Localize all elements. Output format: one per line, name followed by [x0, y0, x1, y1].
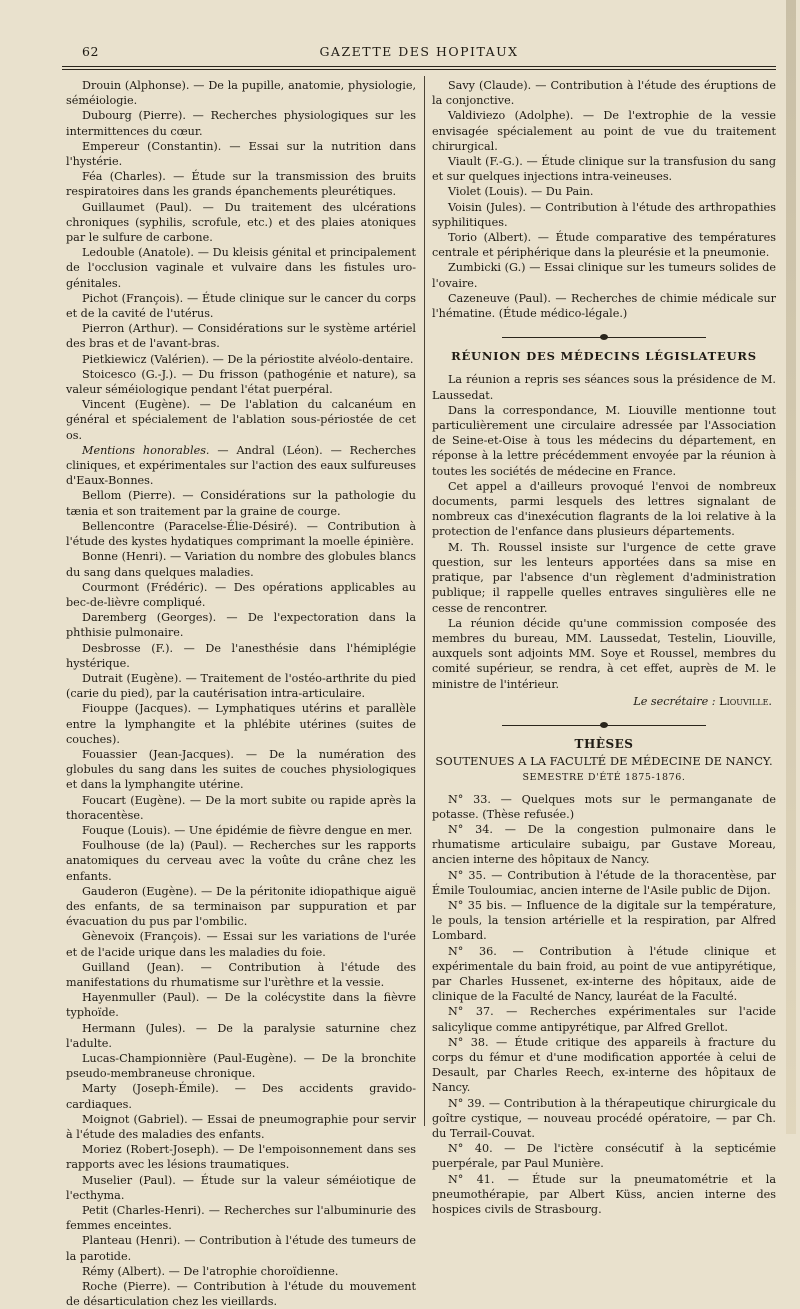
reunion-signature [432, 694, 776, 709]
column-divider [424, 76, 425, 1126]
section-separator [432, 721, 776, 729]
theses-subtitle: SOUTENUES A LA FACULTÉ DE MÉDECINE DE NANCY. [435, 754, 773, 769]
thesis-entry: Empereur (Constantin). — Essai sur la nutrition dans l'hystérie. [66, 139, 416, 169]
thesis-entry: Guilland (Jean). — Contribution à l'étude des manifestations du rhumatisme sur l'urèthre et la vessie. [66, 960, 416, 989]
mentions-label: Mentions honorables. [82, 443, 210, 457]
thesis-entry: Guillaumet (Paul). — Du traitement des ulcérations chroniques (syphilis, scrofule, etc.) et des plaies atoniques par le sulfure de carbone. [66, 200, 416, 245]
thesis-entry: Fouque (Louis). — Une épidémie de fièvre dengue en mer. [82, 823, 413, 837]
thesis-entry: Desbrosse (F.). — De l'anesthésie dans l'hémiplégie hystérique. [66, 641, 416, 670]
theses-item: N° 39. — Contribution à la thérapeutique chirurgicale du goître cystique, — nouveau procédé opératoire, — par Ch. du Terrail-Couvat. [432, 1096, 776, 1140]
reunion-paragraph: Dans la correspondance, M. Liouville mentionne tout particulièrement une circulaire adressée par l'Association de Seine-et-Oise à tous les médecins du département, en réponse à la lettre précédemment envoyée par la réunion à toutes les sociétés de médecine en France. [432, 403, 776, 478]
thesis-entry: Valdiviezo (Adolphe). — De l'extrophie de la vessie envisagée spécialement au point de vue du traitement chirurgical. [432, 109, 776, 153]
thesis-entry: Viault (F.-G.). — Étude clinique sur la transfusion du sang et sur quelques injections intra-veineuses. [432, 155, 776, 184]
thesis-entry: Bonne (Henri). — Variation du nombre des globules blancs du sang dans quelques maladies. [66, 550, 416, 579]
thesis-entry: Dutrait (Eugène). — Traitement de l'ostéo-arthrite du pied (carie du pied), par la cautérisation intra-articulaire. [66, 671, 416, 701]
thesis-entry: Zumbicki (G.) — Essai clinique sur les tumeurs solides de l'ovaire. [432, 261, 776, 290]
theses-item: N° 38. — Étude critique des appareils à fracture du corps du fémur et d'une modification apportée à celui de Desault, par Charles Reech, ex-interne des hôpitaux de Nancy. [432, 1035, 776, 1095]
thesis-entry: Cazeneuve (Paul). — Recherches de chimie médicale sur l'hématine. (Étude médico-légale.) [432, 291, 776, 321]
thesis-entry: Moignot (Gabriel). — Essai de pneumographie pour servir à l'étude des maladies des enfants. [66, 1112, 416, 1142]
mentions-text: — Andral (Léon). — Recherches cliniques, et expérimentales sur l'action des eaux sulfureuses d'Eaux-Bonnes. [66, 443, 416, 488]
theses-item: N° 33. — Quelques mots sur le permanganate de potasse. (Thèse refusée.) [432, 792, 776, 821]
thesis-entry: Fouassier (Jean-Jacques). — De la numération des globules du sang dans les suites de couches physiologiques et dans la lymphangite utérine. [66, 747, 416, 792]
thesis-entry: Féa (Charles). — Étude sur la transmission des bruits respiratoires dans les grands épanchements pleurétiques. [66, 170, 416, 199]
reunion-paragraph: M. Th. Roussel insiste sur l'urgence de cette grave question, sur les lenteurs apportées dans sa mise en pratique, par l'absence d'un règlement d'administration publique; il rappelle quelles entraves singulières elle ne cesse de rencontrer. [432, 540, 776, 615]
thesis-entry: Rémy (Albert). — De l'atrophie choroïdienne. [82, 1264, 339, 1278]
thesis-entry: Torio (Albert). — Étude comparative des températures centrale et périphérique dans la pleurésie et la pneumonie. [432, 231, 776, 260]
section-separator [432, 333, 776, 341]
thesis-entry: Courmont (Frédéric). — Des opérations applicables au bec-de-lièvre compliqué. [66, 580, 416, 609]
reunion-title: RÉUNION DES MÉDECINS LÉGISLATEURS [451, 349, 757, 364]
running-title: GAZETTE DES HOPITAUX [319, 44, 519, 59]
thesis-entry: Lucas-Championnière (Paul-Eugène). — De la bronchite pseudo-membraneuse chronique. [66, 1052, 416, 1081]
thesis-entry: Gènevoix (François). — Essai sur les variations de l'urée et de l'acide urique dans les maladies du foie. [66, 930, 416, 959]
theses-item: N° 41. — Étude sur la pneumatométrie et la pneumothérapie, par Albert Küss, ancien interne des hospices civils de Strasbourg. [432, 1172, 776, 1217]
thesis-entry: Foucart (Eugène). — De la mort subite ou rapide après la thoracentèse. [66, 793, 416, 822]
thesis-entry: Violet (Louis). — Du Pain. [448, 185, 594, 199]
theses-item: N° 34. — De la congestion pulmonaire dans le rhumatisme articulaire subaigu, par Gustave Moreau, ancien interne des hôpitaux de Nancy. [432, 822, 776, 867]
thesis-entry: Hayenmuller (Paul). — De la colécystite dans la fièvre typhoïde. [66, 991, 416, 1020]
right-column [432, 78, 776, 1217]
thesis-entry: Petit (Charles-Henri). — Recherches sur l'albuminurie des femmes enceintes. [66, 1204, 416, 1233]
reunion-paragraph: Cet appel a d'ailleurs provoqué l'envoi de nombreux documents, parmi lesquels des lettres signalant de nombreux cas d'inexécution flagrants de la loi relative à la protection de l'enfance dans plusieurs départements. [432, 479, 776, 539]
thesis-entry: Bellom (Pierre). — Considérations sur la pathologie du tænia et son traitement par la graine de courge. [66, 489, 416, 518]
theses-semester: SEMESTRE D'ÉTÉ 1875-1876. [522, 772, 686, 784]
theses-item: N° 35 bis. — Influence de la digitale sur la température, le pouls, la tension artérielle et la respiration, par Alfred Lombard. [432, 898, 776, 943]
thesis-entry: Pichot (François). — Étude clinique sur le cancer du corps et de la cavité de l'utérus. [66, 291, 416, 321]
mentions-entry [66, 443, 416, 489]
signature-label: Le secrétaire : [633, 694, 716, 708]
theses-item: N° 35. — Contribution à l'étude de la thoracentèse, par Émile Touloumiac, ancien interne de l'Asile public de Dijon. [432, 868, 776, 897]
page-header [62, 44, 776, 67]
theses-title: THÈSES [574, 736, 634, 751]
header-rule [62, 69, 776, 70]
thesis-entry: Moriez (Robert-Joseph). — De l'empoisonnement dans ses rapports avec les lésions traumatiques. [66, 1143, 416, 1172]
page-number: 62 [82, 44, 99, 59]
thesis-entry: Gauderon (Eugène). — De la péritonite idiopathique aiguë des enfants, de sa terminaison par suppuration et par évacuation du pus par l'ombilic. [66, 884, 416, 929]
thesis-entry: Dubourg (Pierre). — Recherches physiologiques sur les intermittences du cœur. [66, 109, 416, 138]
theses-item: N° 36. — Contribution à l'étude clinique et expérimentale du bain froid, au point de vue antipyrétique, par Charles Hussenet, ex-interne des hôpitaux, aide de clinique de la Faculté de Nancy, lauréat de la Faculté. [432, 944, 776, 1004]
reunion-paragraph: La réunion décide qu'une commission composée des membres du bureau, MM. Laussedat, Testelin, Liouville, auxquels sont adjoints MM. Soye et Roussel, membres du comité supérieur, se rendra, à cet effet, auprès de M. le ministre de l'intérieur. [432, 616, 776, 691]
thesis-entry: Bellencontre (Paracelse-Élie-Désiré). — Contribution à l'étude des kystes hydatiques comprimant la moelle épinière. [66, 519, 416, 549]
thesis-entry: Muselier (Paul). — Étude sur la valeur séméiotique de l'ecthyma. [66, 1173, 416, 1202]
thesis-entry: Drouin (Alphonse). — De la pupille, anatomie, physiologie, séméiologie. [66, 79, 416, 108]
thesis-entry: Voisin (Jules). — Contribution à l'étude des arthropathies syphilitiques. [432, 200, 776, 229]
thesis-entry: Foulhouse (de la) (Paul). — Recherches sur les rapports anatomiques du cerveau avec la voûte du crâne chez les enfants. [66, 839, 416, 883]
thesis-entry: Marty (Joseph-Émile). — Des accidents gravido-cardiaques. [66, 1082, 416, 1111]
theses-item: N° 40. — De l'ictère consécutif à la septicémie puerpérale, par Paul Munière. [432, 1142, 776, 1171]
thesis-entry: Fiouppe (Jacques). — Lymphatiques utérins et parallèle entre la lymphangite et la phlébite utérines (suites de couches). [66, 702, 416, 746]
thesis-entry: Savy (Claude). — Contribution à l'étude des éruptions de la conjonctive. [432, 79, 776, 108]
page-edge [786, 0, 796, 1134]
thesis-entry: Hermann (Jules). — De la paralysie saturnine chez l'adulte. [66, 1021, 416, 1050]
thesis-entry: Daremberg (Georges). — De l'expectoration dans la phthisie pulmonaire. [66, 611, 416, 640]
thesis-entry: Roche (Pierre). — Contribution à l'étude du mouvement de désarticulation chez les vieillards. [66, 1280, 416, 1309]
thesis-entry: Ledouble (Anatole). — Du kleisis génital et principalement de l'occlusion vaginale et vulvaire dans les fistules uro-génitales. [66, 246, 416, 290]
thesis-entry: Vincent (Eugène). — De l'ablation du calcanéum en général et spécialement de l'ablation sous-périostée de cet os. [66, 398, 416, 442]
thesis-entry: Pierron (Arthur). — Considérations sur le système artériel des bras et de l'avant-bras. [66, 322, 416, 351]
reunion-paragraph: La réunion a repris ses séances sous la présidence de M. Laussedat. [432, 373, 776, 402]
thesis-entry: Planteau (Henri). — Contribution à l'étude des tumeurs de la parotide. [66, 1234, 416, 1263]
thesis-entry: Stoicesco (G.-J.). — Du frisson (pathogénie et nature), sa valeur séméiologique pendant l'état puerpéral. [66, 367, 416, 397]
signature-name: Liouville. [719, 694, 772, 708]
left-column [66, 78, 416, 1309]
theses-item: N° 37. — Recherches expérimentales sur l'acide salicylique comme antipyrétique, par Alfred Grellot. [432, 1005, 776, 1034]
thesis-entry: Pietkiewicz (Valérien). — De la périostite alvéolo-dentaire. [82, 352, 414, 366]
